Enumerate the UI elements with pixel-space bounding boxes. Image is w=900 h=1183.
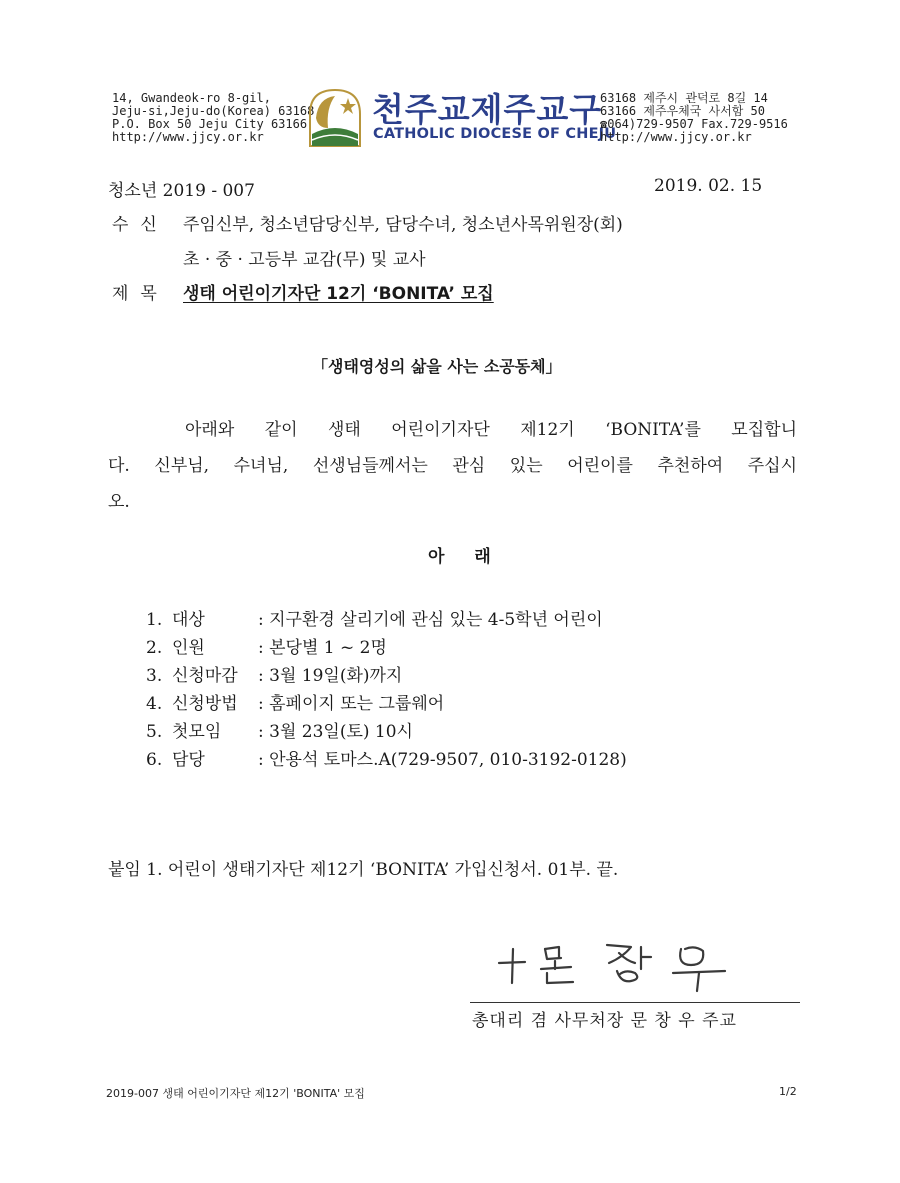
recipients-line-2: 초 · 중 · 고등부 교감(무) 및 교사: [183, 250, 426, 270]
item-label: 첫모임: [172, 722, 222, 742]
list-item: [146, 717, 413, 742]
attachment-note: 붙임 1. 어린이 생태기자단 제12기 ‘BONITA’ 가입신청서. 01부. 끝.: [108, 860, 619, 880]
item-value: : 안용석 토마스.A(729-9507, 010-3192-0128): [258, 750, 627, 770]
body-line-3: 오.: [108, 492, 130, 512]
signature-line: [470, 1002, 800, 1003]
item-number: 6.: [146, 750, 163, 770]
address-right-line: 63166 제주우체국 사서함 50: [600, 104, 765, 118]
item-label: 신청마감: [172, 666, 238, 686]
item-number: 2.: [146, 638, 163, 658]
list-item: [146, 605, 603, 630]
item-label: 신청방법: [172, 694, 238, 714]
handwritten-signature: [495, 935, 740, 995]
item-label: 인원: [172, 638, 205, 658]
ahrae-heading: 아래: [428, 547, 521, 567]
item-number: 5.: [146, 722, 163, 742]
subject-label: 제목: [112, 284, 169, 304]
doc-number: 청소년 2019 - 007: [108, 181, 255, 201]
address-left: [112, 92, 314, 144]
org-name-en: CATHOLIC DIOCESE OF CHEJU: [373, 126, 617, 142]
item-label: 대상: [172, 610, 205, 630]
address-left-line: Jeju-si,Jeju-do(Korea) 63168: [112, 104, 315, 118]
item-value: : 본당별 1 ~ 2명: [258, 638, 387, 658]
slogan: 「생태영성의 삶을 사는 소공동체」: [312, 357, 562, 376]
list-item: [146, 661, 402, 686]
diocese-logo-icon: [304, 84, 366, 150]
item-value: : 3월 23일(토) 10시: [258, 722, 413, 742]
item-label: 담당: [172, 750, 205, 770]
item-value: : 3월 19일(화)까지: [258, 666, 403, 686]
recipient-label: 수신: [112, 215, 169, 235]
footer-doc-title: 2019-007 생태 어린이기자단 제12기 'BONITA' 모집: [106, 1087, 365, 1100]
address-right-line: http://www.jjcy.or.kr: [600, 130, 752, 144]
address-left-line: 14, Gwandeok-ro 8-gil,: [112, 91, 271, 105]
recipients-line-1: 주임신부, 청소년담당신부, 담당수녀, 청소년사목위원장(회): [183, 215, 623, 235]
address-right-line: 63168 제주시 관덕로 8길 14: [600, 91, 768, 105]
doc-date: 2019. 02. 15: [654, 176, 763, 196]
list-item: [146, 689, 444, 714]
address-right-line: ☎064)729-9507 Fax.729-9516: [600, 117, 788, 131]
item-value: : 홈페이지 또는 그룹웨어: [258, 694, 445, 714]
item-number: 3.: [146, 666, 163, 686]
item-value: : 지구환경 살리기에 관심 있는 4-5학년 어린이: [258, 610, 603, 630]
page-number: 1/2: [779, 1085, 797, 1098]
body-line-2: 다. 신부님, 수녀님, 선생님들께서는 관심 있는 어린이를 추천하여 주십시: [108, 456, 797, 476]
list-item: [146, 633, 387, 658]
address-right: [600, 92, 788, 144]
item-number: 4.: [146, 694, 163, 714]
item-number: 1.: [146, 610, 163, 630]
signatory-title: 총대리 겸 사무처장 문 창 우 주교: [472, 1011, 737, 1031]
subject-title: 생태 어린이기자단 12기 ‘BONITA’ 모집: [183, 284, 494, 304]
list-item: [146, 745, 627, 770]
body-line-1: 아래와 같이 생태 어린이기자단 제12기 ‘BONITA’를 모집합니: [185, 420, 797, 440]
address-left-line: http://www.jjcy.or.kr: [112, 130, 264, 144]
address-left-line: P.O. Box 50 Jeju City 63166: [112, 117, 308, 131]
org-name-ko: 천주교제주교구: [372, 90, 603, 129]
